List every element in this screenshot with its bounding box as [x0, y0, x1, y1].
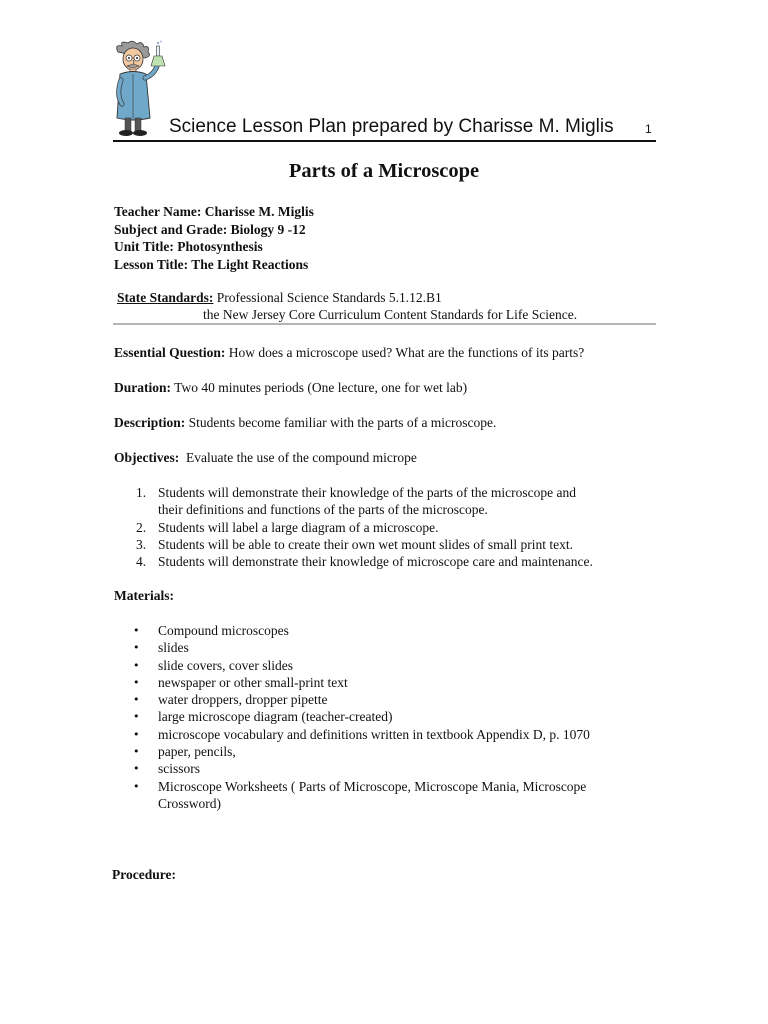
- bullet-icon: •: [133, 693, 140, 707]
- procedure-label: Procedure:: [112, 867, 176, 882]
- procedure: [112, 866, 176, 883]
- objectives-text: Evaluate the use of the compound micrope: [185, 450, 417, 465]
- list-item: [130, 519, 670, 536]
- materials: [114, 587, 174, 604]
- list-item: [130, 778, 670, 813]
- list-item: [130, 553, 670, 570]
- bullet-icon: •: [133, 641, 140, 655]
- list-item-text: Students will demonstrate their knowledge of the parts of the microscope and: [158, 485, 577, 500]
- duration-text: Two 40 minutes periods (One lecture, one for wet lab): [174, 380, 468, 395]
- list-item-text-continued: Crossword): [158, 795, 221, 811]
- bullet-icon: •: [133, 710, 140, 724]
- state-standards-label: State Standards:: [117, 290, 214, 305]
- list-item-number: 4.: [136, 554, 147, 570]
- list-item-text: slide covers, cover slides: [158, 657, 293, 673]
- list-item-text: Compound microscopes: [158, 623, 289, 638]
- duration: [114, 379, 467, 396]
- list-item-text: slides: [158, 640, 189, 656]
- list-item-text: water droppers, dropper pipette: [158, 692, 328, 708]
- bullet-icon: •: [133, 624, 140, 637]
- bullet-icon: •: [133, 745, 140, 759]
- list-item-number: 1.: [136, 485, 147, 500]
- description-text: Students become familiar with the parts of a microscope.: [188, 415, 497, 430]
- list-item: [130, 639, 670, 656]
- list-item: [130, 726, 670, 743]
- objectives-list: [130, 484, 670, 570]
- lesson-info: [114, 203, 314, 273]
- list-item-text-continued: their definitions and functions of the parts of the microscope.: [158, 502, 488, 518]
- materials-list: [130, 622, 670, 812]
- list-item-text: paper, pencils,: [158, 744, 236, 760]
- list-item-text: Microscope Worksheets ( Parts of Microscope, Microscope Mania, Microscope: [158, 778, 587, 794]
- unit-title: Unit Title: Photosynthesis: [114, 239, 263, 254]
- list-item: [130, 622, 670, 639]
- materials-label: Materials:: [114, 588, 174, 603]
- list-item-text: Students will demonstrate their knowledge of microscope care and maintenance.: [158, 554, 593, 570]
- list-item-text: scissors: [158, 761, 201, 777]
- essential-question: [114, 344, 584, 361]
- state-standards: [117, 289, 577, 323]
- list-item-text: Students will be able to create their own wet mount slides of small print text.: [158, 536, 574, 552]
- state-standards-line1: Professional Science Standards 5.1.12.B1: [216, 290, 442, 305]
- list-item: [130, 536, 670, 553]
- page-number: 1: [645, 122, 652, 136]
- list-item: [130, 708, 670, 725]
- list-item: [130, 691, 670, 708]
- essential-question-label: Essential Question:: [114, 345, 226, 360]
- bullet-icon: •: [133, 658, 140, 672]
- list-item: [130, 743, 670, 760]
- header-title: Science Lesson Plan prepared by Charisse M. Miglis: [169, 116, 614, 137]
- subject-grade: Subject and Grade: Biology 9 -12: [114, 221, 306, 237]
- list-item: [130, 484, 670, 519]
- list-item: [130, 760, 670, 777]
- lesson-title: Lesson Title: The Light Reactions: [114, 256, 309, 272]
- description-label: Description:: [114, 415, 186, 430]
- document-title: Parts of a Microscope: [288, 160, 480, 182]
- teacher-name: Teacher Name: Charisse M. Miglis: [114, 204, 314, 219]
- objectives-label: Objectives:: [114, 450, 180, 465]
- scientist-mascot-icon: [112, 40, 174, 138]
- duration-label: Duration:: [114, 380, 171, 395]
- essential-question-text: How does a microscope used? What are the functions of its parts?: [228, 345, 585, 360]
- list-item-text: newspaper or other small-print text: [158, 674, 348, 690]
- standards-divider: [113, 323, 656, 325]
- list-item-text: Students will label a large diagram of a microscope.: [158, 519, 439, 535]
- list-item: [130, 657, 670, 674]
- header-divider: [113, 140, 656, 142]
- bullet-icon: •: [133, 675, 140, 689]
- list-item: [130, 674, 670, 691]
- list-item-text: microscope vocabulary and definitions written in textbook Appendix D, p. 1070: [158, 726, 590, 742]
- list-item-number: 3.: [136, 536, 147, 552]
- objectives: [114, 449, 417, 466]
- description: [114, 414, 496, 431]
- list-item-number: 2.: [136, 519, 147, 535]
- bullet-icon: •: [133, 779, 140, 793]
- list-item-text: large microscope diagram (teacher-created): [158, 709, 393, 725]
- bullet-icon: •: [133, 727, 140, 741]
- bullet-icon: •: [133, 762, 140, 776]
- state-standards-line2: the New Jersey Core Curriculum Content Standards for Life Science.: [203, 307, 578, 322]
